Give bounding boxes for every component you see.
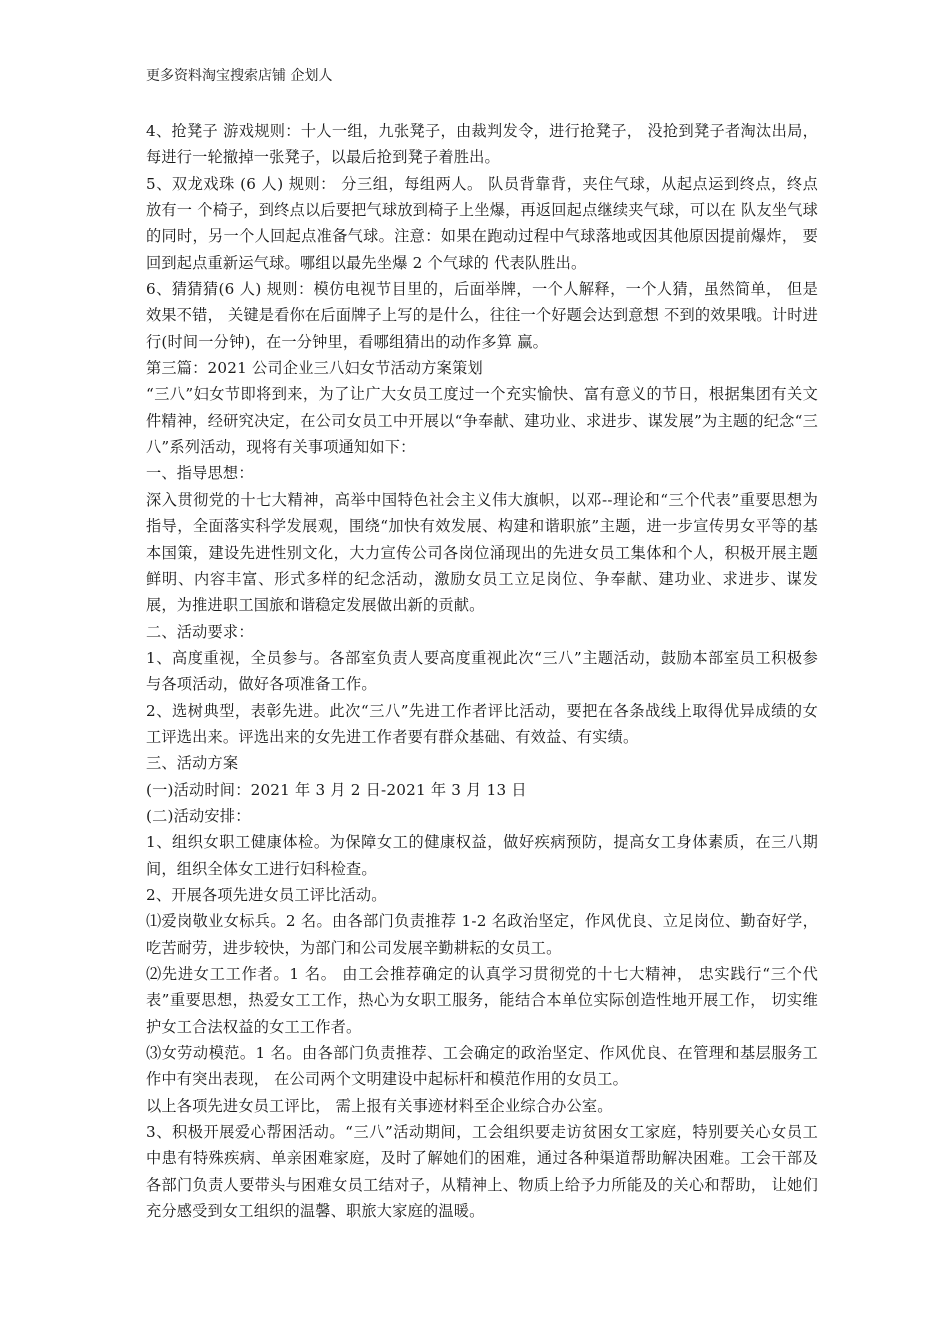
heading-requirements: 二、活动要求： (146, 622, 254, 641)
paragraph-requirement-2: 2、选树典型，表彰先进。此次“三八”先进工作者评比活动，要把在各条战线上取得优异成绩的女工评选出来。评选出来的女先进工作者要有群众基础、有效益、有实绩。 (146, 701, 818, 746)
paragraph-rule-6: 6、猜猜猜(6 人) 规则：模仿电视节目里的，后面举牌，一个人解释，一个人猜，虽然简单， 但是效果不错， 关键是看你在后面牌子上写的是什么，往往一个好题会达到意想 不到的效果哦。计时进行(时间一分钟)，在一分钟里，看哪组猜出的动作多算 赢。 (146, 280, 818, 351)
paragraph-arrangement-2: 2、开展各项先进女员工评比活动。 (146, 885, 387, 904)
paragraph-intro: “三八”妇女节即将到来，为了让广大女员工度过一个充实愉快、富有意义的节日，根据集团有关文件精神，经研究决定，在公司女员工中开展以“争奉献、建功业、求进步、谋发展”为主题的纪念“三八”系列活动，现将有关事项通知如下： (146, 385, 818, 457)
paragraph-arrangement-1: 1、组织女职工健康体检。为保障女工的健康权益，做好疾病预防，提高女工身体素质，在三八期间，组织全体女工进行妇科检查。 (146, 833, 818, 878)
paragraph-award-1: ⑴爱岗敬业女标兵。2 名。由各部门负责推荐 1-2 名政治坚定，作风优良、立足岗位、勤奋好学，吃苦耐劳，进步较快，为部门和公司发展辛勤耕耘的女员工。 (146, 912, 818, 957)
paragraph-arrangement-3: 3、积极开展爱心帮困活动。“三八”活动期间，工会组织要走访贫困女工家庭，特别要关心女员工中患有特殊疾病、单亲困难家庭，及时了解她们的困难，通过各种渠道帮助解决困难。工会干部及各部门负责人要带头与困难女员工结对子，从精神上、物质上给予力所能及的关心和帮助， 让她们充分感受到女工组织的温馨、职旅大家庭的温暖。 (146, 1123, 818, 1221)
heading-activity-plan: 三、活动方案 (146, 754, 239, 773)
paragraph-activity-time: (一)活动时间：2021 年 3 月 2 日-2021 年 3 月 13 日 (146, 780, 527, 799)
page-header: 更多资料淘宝搜索店铺 企划人 (146, 68, 333, 84)
heading-activity-arrangement: (二)活动安排： (146, 806, 251, 825)
document-body (146, 118, 818, 1224)
paragraph-rule-5: 5、双龙戏珠 (6 人) 规则： 分三组，每组两人。 队员背靠背，夹住气球，从起点运到终点，终点放有一 个椅子，到终点以后要把气球放到椅子上坐爆，再返回起点继续夹气球，可以在 队友坐气球的同时，另一个人回起点准备气球。注意：如果在跑动过程中气球落地或因其他原因提前爆炸， 要回到起点重新运气球。哪组以最先坐爆 2 个气球的 代表队胜出。 (146, 174, 818, 272)
paragraph-award-2: ⑵先进女工工作者。1 名。 由工会推荐确定的认真学习贯彻党的十七大精神， 忠实践行“三个代表”重要思想，热爱女工工作，热心为女职工服务，能结合本单位实际创造性地开展工作， 切实维护女工合法权益的女工工作者。 (146, 965, 818, 1036)
paragraph-requirement-1: 1、高度重视，全员参与。各部室负责人要高度重视此次“三八”主题活动，鼓励本部室员工积极参与各项活动，做好各项准备工作。 (146, 648, 818, 694)
section-title: 第三篇：2021 公司企业三八妇女节活动方案策划 (146, 359, 483, 378)
paragraph-award-3: ⑶女劳动模范。1 名。由各部门负责推荐、工会确定的政治坚定、作风优良、在管理和基层服务工作中有突出表现， 在公司两个文明建设中起标杆和模范作用的女员工。 (146, 1044, 818, 1089)
paragraph-guiding-thought: 深入贯彻党的十七大精神，高举中国特色社会主义伟大旗帜，以邓--理论和“三个代表”重要思想为指导，全面落实科学发展观，围绕“加快有效发展、构建和谐职旅”主题，进一步宣传男女平等的基本国策，建设先进性别文化，大力宣传公司各岗位涌现出的先进女员工集体和个人，积极开展主题鲜明、内容丰富、形式多样的纪念活动，激励女员工立足岗位、争奉献、建功业、求进步、谋发展，为推进职工国旅和谐稳定发展做出新的贡献。 (146, 490, 818, 615)
paragraph-award-note: 以上各项先进女员工评比， 需上报有关事迹材料至企业综合办公室。 (146, 1096, 613, 1115)
paragraph-rule-4: 4、抢凳子 游戏规则：十人一组，九张凳子，由裁判发令，进行抢凳子， 没抢到凳子者淘汰出局，每进行一轮撤掉一张凳子，以最后抢到凳子着胜出。 (146, 122, 818, 167)
heading-guiding-thought: 一、指导思想： (146, 464, 254, 483)
